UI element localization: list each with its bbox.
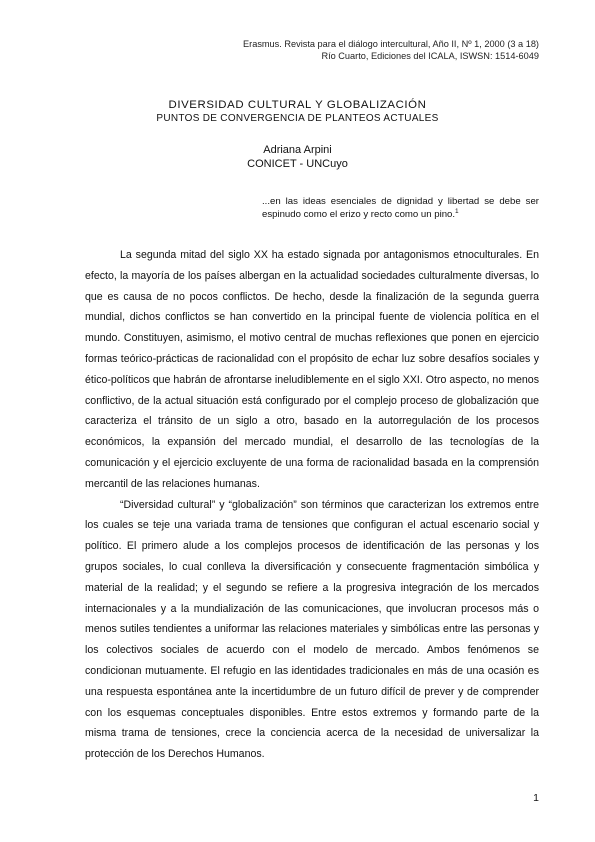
header-publisher-line: Río Cuarto, Ediciones del ICALA, ISWSN: 1514-6049	[321, 51, 539, 61]
journal-header	[59, 38, 539, 62]
body-paragraph: La segunda mitad del siglo XX ha estado signada por antagonismos etnoculturales. En efecto, la mayoría de los países albergan en la actualidad sociedades culturalmente diversas, lo que es causa de no pocos conflictos. De hecho, desde la finalización de la segunda guerra mundial, dichos conflictos se han convertido en la principal fuente de violencia política en el mundo. Constituyen, asimismo, el motivo central de muchas reflexiones que ponen en ejercicio formas teórico-prácticas de racionalidad con el propósito de echar luz sobre desafíos sociales y ético-políticos que habrán de afrontarse ineludiblemente en el siglo XXI. Otro aspecto, no menos conflictivo, de la actual situación está configurado por el complejo proceso de globalización que caracteriza el tránsito de un siglo a otro, basado en la autorregulación de los procesos económicos, la expansión del mercado mundial, el desarrollo de las tecnologías de la comunicación y el ejercicio excluyente de una forma de racionalidad basada en la comprensión mercantil de las relaciones humanas.	[85, 249, 539, 490]
author-affiliation: CONICET - UNCuyo	[247, 158, 348, 170]
page-number: 1	[533, 792, 539, 804]
body-paragraph: “Diversidad cultural” y “globalización” son términos que caracterizan los extremos entre los cuales se teje una variada trama de tensiones que configuran el actual escenario social y político. El primero alude a los complejos procesos de identificación de las personas y los grupos sociales, lo cual conlleva la diversificación y consecuente fragmentación simbólica y material de la realidad; y el segundo se refiere a la progresiva integración de los mercados internacionales y a la mundialización de las comunicaciones, que involucran procesos más o menos sutiles tendientes a uniformar las relaciones materiales y simbólicas entre las personas y los colectivos sociales de acuerdo con el modelo de mercado. Ambos fenómenos se condicionan mutuamente. El refugio en las identidades tradicionales en más de una ocasión es una respuesta espontánea ante la incertidumbre de un futuro difícil de prever y de comprender con los esquemas conceptuales disponibles. Entre estos extremos y formando parte de la misma trama de tensiones, crece la conciencia acerca de la necesidad de universalizar la protección de los Derechos Humanos.	[85, 498, 539, 761]
header-citation-line: Erasmus. Revista para el diálogo intercultural, Año II, Nº 1, 2000 (3 a 18)	[243, 39, 539, 49]
footnote-reference[interactable]: 1	[455, 207, 459, 215]
article-subtitle: PUNTOS DE CONVERGENCIA DE PLANTEOS ACTUALES	[156, 113, 439, 124]
author-block	[0, 143, 595, 171]
author-name: Adriana Arpini	[263, 144, 332, 156]
article-title: DIVERSIDAD CULTURAL Y GLOBALIZACIÓN	[168, 99, 427, 111]
title-block	[0, 98, 595, 125]
article-body	[85, 245, 539, 765]
epigraph-text: ...en las ideas esenciales de dignidad y libertad se debe ser espinudo como el erizo y recto como un pino.	[262, 196, 539, 220]
epigraph	[262, 195, 539, 221]
